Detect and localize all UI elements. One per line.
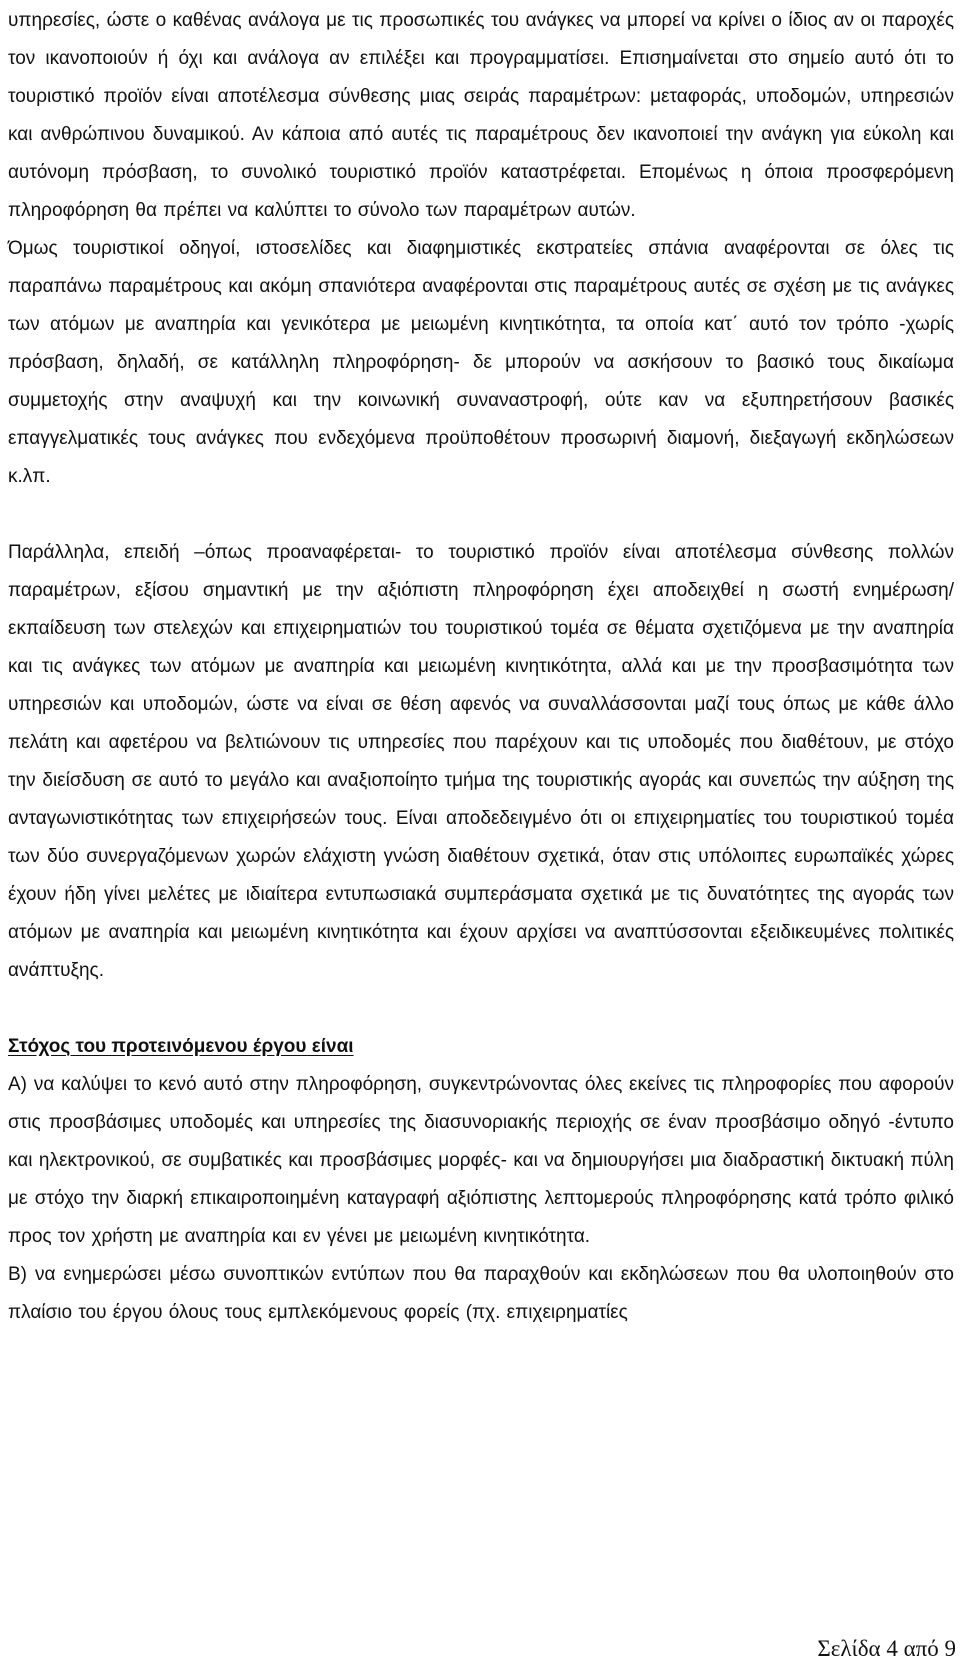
paragraph-parallel: Παράλληλα, επειδή –όπως προαναφέρεται- το τουριστικό προϊόν είναι αποτέλεσμα σύνθεσης πολλών παραμέτρων, εξίσου σημαντική με την αξιόπιστη πληροφόρηση έχει αποδειχθεί η σωστή ενημέρωση/ εκπαίδευση των στελεχών και επιχειρηματιών του τουριστικού τομέα σε θέματα σχετιζόμενα με την αναπηρία και τις ανάγκες των ατόμων με αναπηρία και μειωμένη κινητικότητα, αλλά και με την προσβασιμότητα των υπηρεσιών και υποδομών, ώστε να είναι σε θέση αφενός να συναλλάσσονται μαζί τους όπως με κάθε άλλο πελάτη και αφετέρου να βελτιώνουν τις υπηρεσίες που παρέχουν και τις υποδομές που διαθέτουν, με στόχο την διείσδυση σε αυτό το μεγάλο και αναξιοποίητο τμήμα της τουριστικής αγοράς και συνεπώς την αύξηση της ανταγωνιστικότητας των επιχειρήσεών τους. Είναι αποδεδειγμένο ότι οι επιχειρηματίες του τουριστικού τομέα των δύο συνεργαζόμενων χωρών ελάχιστη γνώση διαθέτουν σχετικά, όταν στις υπόλοιπες ευρωπαϊκές χώρες έχουν ήδη γίνει μελέτες με ιδιαίτερα εντυπωσιακά συμπεράσματα σχετικά με τις δυνατότητες της αγοράς των ατόμων με αναπηρία και μειωμένη κινητικότητα και έχουν αρχίσει να αναπτύσσονται εξειδικευμένες πολιτικές ανάπτυξης. — [8, 542, 954, 981]
paragraph-intro: υπηρεσίες, ώστε ο καθένας ανάλογα με τις προσωπικές του ανάγκες να μπορεί να κρίνει ο ίδιος αν οι παροχές τον ικανοποιούν ή όχι και ανάλογα αν επιλέξει και προγραμματίσει. Επισημαίνεται στο σημείο αυτό ότι το τουριστικό προϊόν είναι αποτέλεσμα σύνθεσης μιας σειράς παραμέτρων: μεταφοράς, υποδομών, υπηρεσιών και ανθρώπινου δυναμικού. Αν κάποια από αυτές τις παραμέτρους δεν ικανοποιεί την ανάγκη για εύκολη και αυτόνομη πρόσβαση, το συνολικό τουριστικό προϊόν καταστρέφεται. Επομένως η όποια προσφερόμενη πληροφόρηση θα πρέπει να καλύπτει το σύνολο των παραμέτρων αυτών. — [8, 10, 954, 221]
goal-a: Α) να καλύψει το κενό αυτό στην πληροφόρηση, συγκεντρώνοντας όλες εκείνες τις πληροφορίες που αφορούν στις προσβάσιμες υποδομές και υπηρεσίες της διασυνοριακής περιοχής σε έναν προσβάσιμο οδηγό -έντυπο και ηλεκτρονικού, σε συμβατικές και προσβάσιμες μορφές- και να δημιουργήσει μια διαδραστική δικτυακή πύλη με στόχο την διαρκή επικαιροποιημένη καταγραφή αξιόπιστης λεπτομερούς πληροφόρησης κατά τρόπο φιλικό προς τον χρήστη με αναπηρία και εν γένει με μειωμένη κινητικότητα. — [8, 1074, 954, 1247]
paragraph-guides: Όμως τουριστικοί οδηγοί, ιστοσελίδες και διαφημιστικές εκστρατείες σπάνια αναφέρονται σε όλες τις παραπάνω παραμέτρους και ακόμη σπανιότερα αναφέρονται στις παραμέτρους αυτές σε σχέση με τις ανάγκες των ατόμων με αναπηρία και γενικότερα με μειωμένη κινητικότητα, τα οποία κατ΄ αυτό τον τρόπο -χωρίς πρόσβαση, δηλαδή, σε κατάλληλη πληροφόρηση- δε μπορούν να ασκήσουν το βασικό τους δικαίωμα συμμετοχής στην αναψυχή και την κοινωνική συναναστροφή, ούτε καν να εξυπηρετήσουν βασικές επαγγελματικές τους ανάγκες που ενδεχόμενα προϋποθέτουν προσωρινή διαμονή, διεξαγωγή εκδηλώσεων κ.λπ. — [8, 238, 954, 487]
paragraph-spacer — [8, 496, 954, 534]
document-page — [8, 2, 954, 1332]
page-number-footer: Σελίδα 4 από 9 — [817, 1636, 956, 1661]
section-heading: Στόχος του προτεινόμενου έργου είναι — [8, 1036, 354, 1057]
goal-b: Β) να ενημερώσει μέσω συνοπτικών εντύπων που θα παραχθούν και εκδηλώσεων που θα υλοποιηθούν στο πλαίσιο του έργου όλους τους εμπλεκόμενους φορείς (πχ. επιχειρηματίες — [8, 1264, 954, 1323]
paragraph-spacer — [8, 990, 954, 1028]
